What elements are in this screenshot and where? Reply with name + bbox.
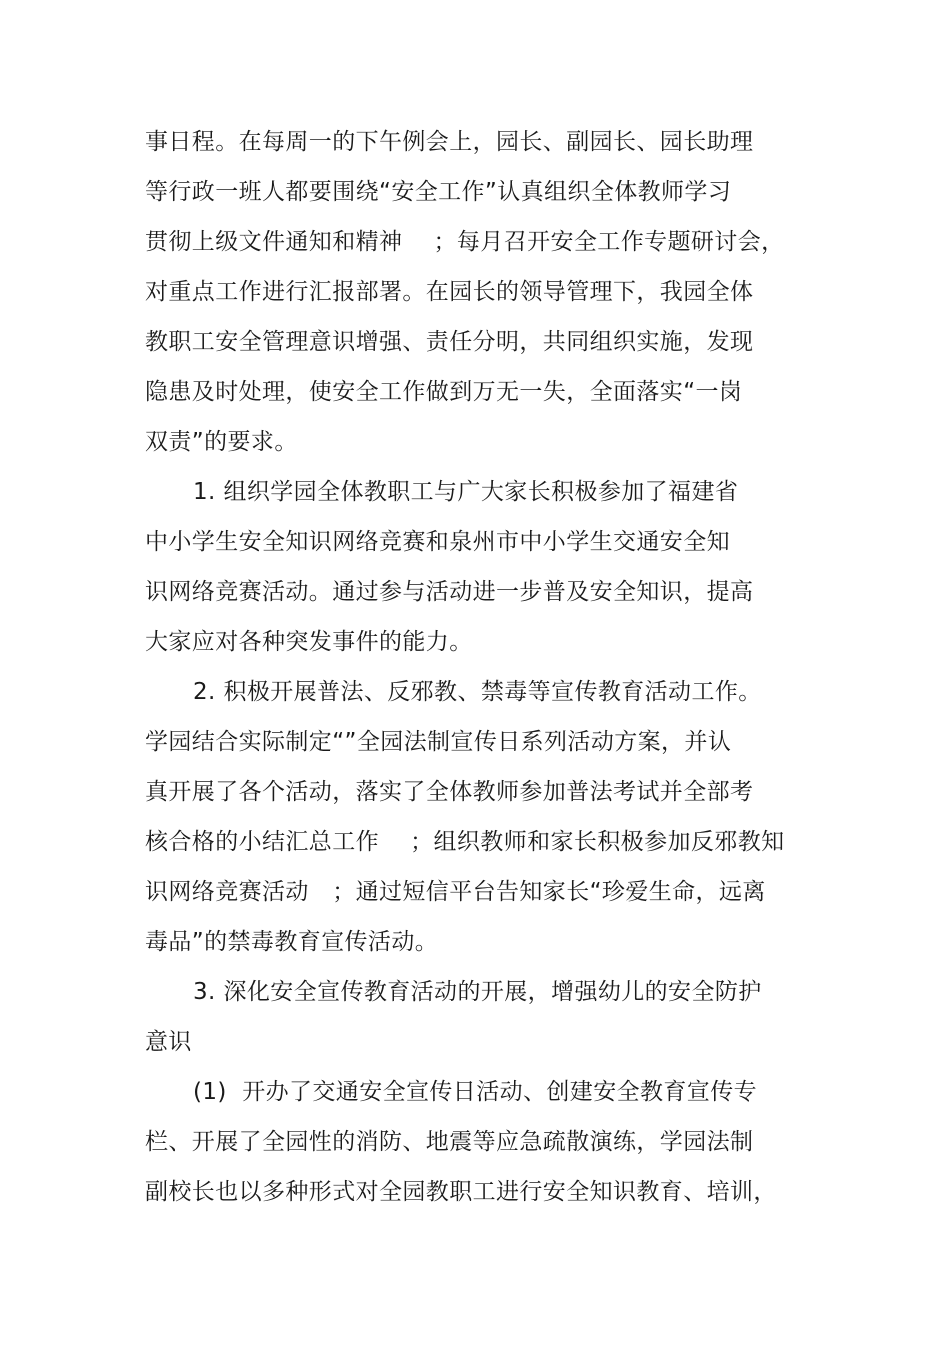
text-line: 中小学生安全知识网络竞赛和泉州市中小学生交通安全知 — [145, 529, 730, 555]
text-line: 贯彻上级文件通知和精神 ；每月召开安全工作专题研讨会， — [145, 229, 785, 255]
text-line: 双责”的要求。 — [145, 429, 298, 455]
text-line: 核合格的小结汇总工作 ；组织教师和家长积极参加反邪教知 — [145, 829, 785, 855]
text-line: 副校长也以多种形式对全园教职工进行安全知识教育、培训， — [145, 1179, 777, 1205]
text-line: 意识 — [145, 1029, 192, 1055]
text-line: 隐患及时处理，使安全工作做到万无一失，全面落实“一岗 — [145, 379, 743, 405]
text-line: 学园结合实际制定“”全园法制宣传日系列活动方案，并认 — [145, 729, 732, 755]
text-line: 毒品”的禁毒教育宣传活动。 — [145, 929, 439, 955]
text-line: 识网络竞赛活动 ；通过短信平台告知家长“珍爱生命，远离 — [145, 879, 766, 905]
text-line: 大家应对各种突发事件的能力。 — [145, 629, 473, 655]
text-line: 教职工安全管理意识增强、责任分明，共同组织实施，发现 — [145, 329, 754, 355]
text-line: 对重点工作进行汇报部署。在园长的领导管理下，我园全体 — [145, 279, 754, 305]
text-line: 事日程。在每周一的下午例会上，园长、副园长、园长助理 — [145, 129, 754, 155]
list-item-3-heading: 3. 深化安全宣传教育活动的开展，增强幼儿的安全防护 — [193, 979, 762, 1005]
text-line: 等行政一班人都要围绕“安全工作”认真组织全体教师学习 — [145, 179, 732, 205]
sub-item-1-heading: (1) 开办了交通安全宣传日活动、创建安全教育宣传专 — [193, 1079, 758, 1105]
list-item-1-heading: 1. 组织学园全体教职工与广大家长积极参加了福建省 — [193, 479, 739, 505]
text-line: 识网络竞赛活动。通过参与活动进一步普及安全知识，提高 — [145, 579, 754, 605]
text-line: 栏、开展了全园性的消防、地震等应急疏散演练，学园法制 — [145, 1129, 754, 1155]
text-line: 真开展了各个活动，落实了全体教师参加普法考试并全部考 — [145, 779, 754, 805]
list-item-2-heading: 2. 积极开展普法、反邪教、禁毒等宣传教育活动工作。 — [193, 679, 762, 705]
